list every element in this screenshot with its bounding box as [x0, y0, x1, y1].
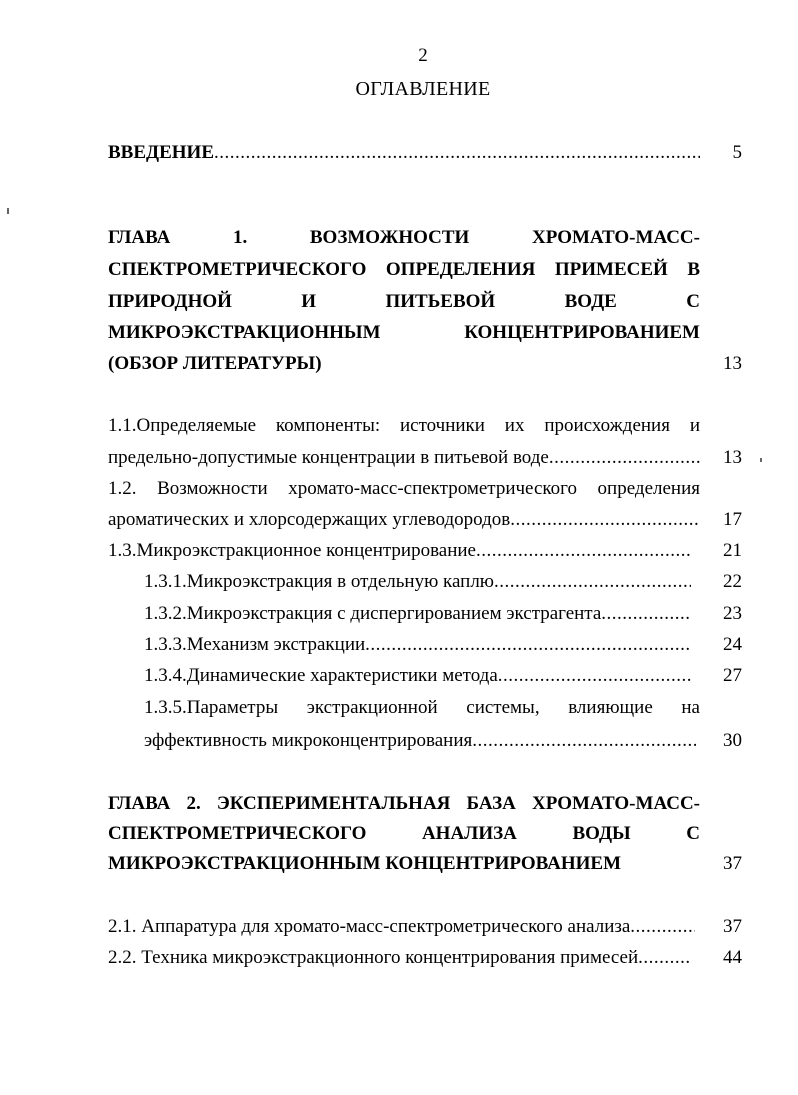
toc-entry-1-3-3[interactable]: [144, 633, 691, 657]
toc-page-1-3-4: 27: [723, 665, 742, 686]
chapter1-heading-line3[interactable]: ПРИРОДНОЙ И ПИТЬЕВОЙ ВОДЕ С: [108, 291, 700, 312]
page-number: 2: [418, 45, 428, 66]
dot-leader: [365, 633, 691, 657]
toc-entry-1-3-4[interactable]: [144, 664, 691, 688]
toc-entry-label: 2.1. Аппаратура для хромато-масс-спектрометрического анализа: [108, 916, 631, 937]
toc-entry-1-3-1[interactable]: [144, 570, 691, 594]
chapter2-heading-line1[interactable]: ГЛАВА 2. ЭКСПЕРИМЕНТАЛЬНАЯ БАЗА ХРОМАТО-МАСС-: [108, 793, 700, 814]
toc-entry-1-3-5-line2[interactable]: [144, 729, 696, 753]
dot-leader: [510, 508, 700, 532]
dot-leader: [214, 141, 700, 165]
toc-entry-label: эффективность микроконцентрирования: [144, 730, 473, 751]
chapter1-heading-line5[interactable]: (ОБЗОР ЛИТЕРАТУРЫ): [108, 353, 322, 374]
toc-page-1-3-3: 24: [723, 634, 742, 655]
toc-page-chapter2: 37: [723, 853, 742, 874]
toc-entry-1-3[interactable]: [108, 539, 691, 563]
chapter2-heading-line2[interactable]: СПЕКТРОМЕТРИЧЕСКОГО АНАЛИЗА ВОДЫ С: [108, 823, 700, 844]
toc-page-2-2: 44: [723, 947, 742, 968]
dot-leader: [601, 602, 691, 626]
toc-entry-label: 2.2. Техника микроэкстракционного концентрирования примесей: [108, 947, 639, 968]
dot-leader: [498, 664, 691, 688]
toc-entry-1-3-2[interactable]: [144, 602, 691, 626]
toc-entry-2-1[interactable]: [108, 915, 695, 939]
toc-page-1-3-1: 22: [723, 571, 742, 592]
toc-entry-2-2[interactable]: [108, 946, 691, 970]
toc-entry-label: предельно-допустимые концентрации в питьевой воде: [108, 447, 549, 468]
toc-entry-label: 1.3.1.Микроэкстракция в отдельную каплю: [144, 571, 494, 592]
toc-entry-label: ВВЕДЕНИЕ: [108, 142, 214, 163]
dot-leader: [638, 946, 691, 970]
dot-leader: [494, 570, 691, 594]
toc-entry-label: ароматических и хлорсодержащих углеводородов: [108, 509, 511, 530]
toc-title: ОГЛАВЛЕНИЕ: [355, 78, 491, 100]
chapter1-heading-line4[interactable]: МИКРОЭКСТРАКЦИОННЫМ КОНЦЕНТРИРОВАНИЕМ: [108, 322, 700, 343]
toc-page-chapter1: 13: [723, 353, 742, 374]
toc-entry-1-2-line2[interactable]: [108, 508, 700, 532]
toc-entry-1-1-line2[interactable]: [108, 446, 700, 470]
toc-entry-1-2-line1[interactable]: 1.2. Возможности хромато-масс-спектрометрического определения: [108, 478, 700, 499]
chapter1-heading-line2[interactable]: СПЕКТРОМЕТРИЧЕСКОГО ОПРЕДЕЛЕНИЯ ПРИМЕСЕЙ В: [108, 259, 700, 280]
scan-speck: [7, 208, 9, 214]
toc-entry-1-3-5-line1[interactable]: 1.3.5.Параметры экстракционной системы, влияющие на: [144, 697, 700, 718]
dot-leader: [472, 729, 696, 753]
dot-leader: [630, 915, 695, 939]
toc-page-intro: 5: [732, 142, 742, 163]
toc-page-1-1: 13: [723, 447, 742, 468]
toc-page-1-3-2: 23: [723, 603, 742, 624]
toc-page-1-2: 17: [723, 509, 742, 530]
toc-page-1-3-5: 30: [723, 730, 742, 751]
toc-entry-intro[interactable]: [108, 141, 700, 165]
dot-leader: [549, 446, 700, 470]
chapter1-heading-line1[interactable]: ГЛАВА 1. ВОЗМОЖНОСТИ ХРОМАТО-МАСС-: [108, 227, 700, 248]
toc-entry-label: 1.3.3.Механизм экстракции: [144, 634, 366, 655]
toc-page-2-1: 37: [723, 916, 742, 937]
chapter2-heading-line3[interactable]: МИКРОЭКСТРАКЦИОННЫМ КОНЦЕНТРИРОВАНИЕМ: [108, 853, 622, 874]
toc-entry-label: 1.3.2.Микроэкстракция с диспергированием экстрагента: [144, 603, 602, 624]
toc-entry-1-1-line1[interactable]: 1.1.Определяемые компоненты: источники их происхождения и: [108, 415, 700, 436]
toc-entry-label: 1.3.Микроэкстракционное концентрирование: [108, 540, 476, 561]
toc-page-1-3: 21: [723, 540, 742, 561]
toc-entry-label: 1.3.4.Динамические характеристики метода: [144, 665, 498, 686]
dot-leader: [476, 539, 691, 563]
scan-speck: [760, 458, 762, 462]
